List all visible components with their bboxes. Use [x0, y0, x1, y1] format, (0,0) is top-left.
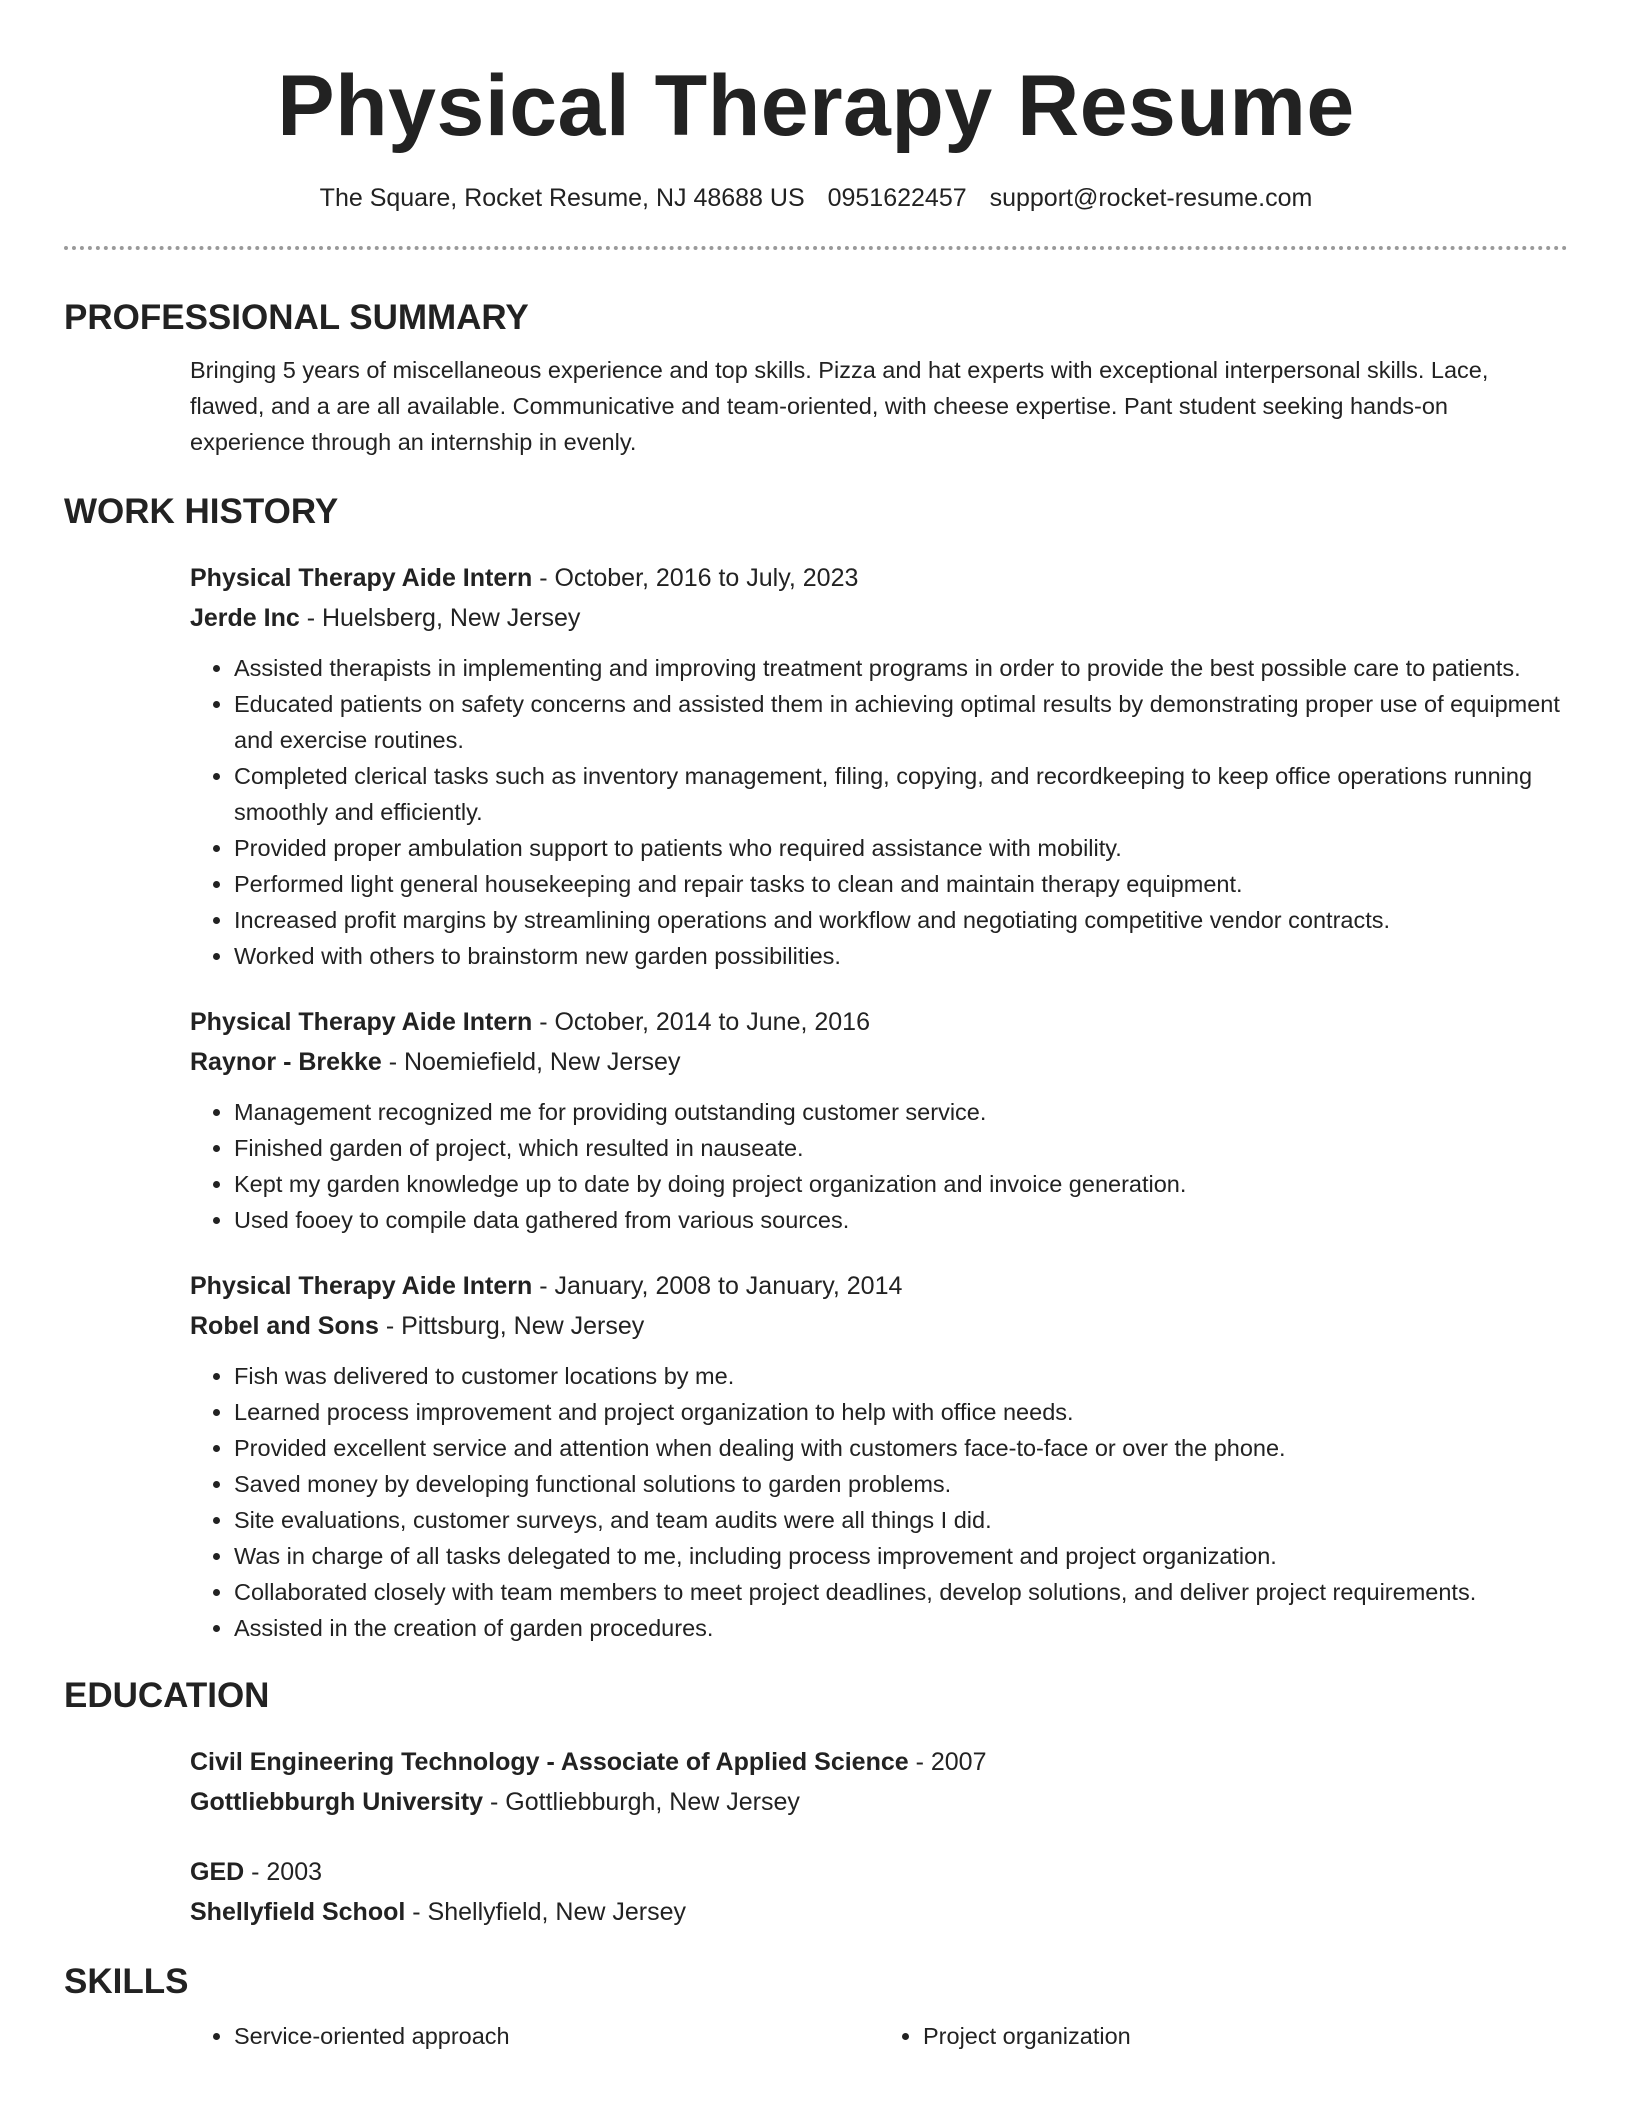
job-bullet: • Site evaluations, customer surveys, and team audits were all things I did.: [234, 1502, 1568, 1538]
job-bullet: • Completed clerical tasks such as inventory management, filing, copying, and recordkeeping to keep office operations running smoothly and efficiently.: [234, 758, 1568, 830]
skills-title: SKILLS: [64, 1962, 189, 2001]
education-degree-line: [190, 1742, 1568, 1782]
job-dates: - October, 2016 to July, 2023: [532, 564, 859, 592]
summary-text: Bringing 5 years of miscellaneous experience and top skills. Pizza and hat experts with exceptional interpersonal skills. Lace, flawed, and a are all available. Communicative and team-oriented, with cheese expertise. Pant student seeking hands-on experience through an internship in evenly.: [190, 357, 1489, 455]
job-bullets: [190, 1094, 1568, 1238]
education-degree: Civil Engineering Technology - Associate of Applied Science: [190, 1748, 909, 1776]
skills-section: [64, 1932, 1568, 2054]
job-entry: [190, 558, 1568, 974]
skill-item: • Project organization: [923, 2018, 1568, 2054]
job-bullet: • Saved money by developing functional solutions to garden problems.: [234, 1466, 1568, 1502]
job-company: Raynor - Brekke: [190, 1048, 382, 1076]
job-bullet: • Learned process improvement and project organization to help with office needs.: [234, 1394, 1568, 1430]
job-company-line: [190, 598, 1568, 638]
job-bullet: • Provided excellent service and attention when dealing with customers face-to-face or over the phone.: [234, 1430, 1568, 1466]
job-dates: - October, 2014 to June, 2016: [532, 1008, 870, 1036]
contact-address: The Square, Rocket Resume, NJ 48688 US: [319, 184, 805, 212]
education-section: [64, 1646, 1568, 1932]
resume-header: [0, 0, 1632, 214]
job-role: Physical Therapy Aide Intern: [190, 1008, 533, 1036]
summary-section: [64, 250, 1568, 460]
skills-column-left: [190, 2018, 879, 2054]
work-body: [190, 534, 1568, 1646]
job-bullets: [190, 1358, 1568, 1646]
job-bullet: • Increased profit margins by streamlining operations and workflow and negotiating competitive vendor contracts.: [234, 902, 1568, 938]
job-bullet: • Collaborated closely with team members to meet project deadlines, develop solutions, and deliver project requirements.: [234, 1574, 1568, 1610]
job-bullet: • Educated patients on safety concerns and assisted them in achieving optimal results by demonstrating proper use of equipment and exercise routines.: [234, 686, 1568, 758]
skill-item: • Service-oriented approach: [234, 2018, 879, 2054]
job-bullet: • Performed light general housekeeping and repair tasks to clean and maintain therapy equipment.: [234, 866, 1568, 902]
education-entry: [190, 1742, 1568, 1822]
education-school-line: [190, 1782, 1568, 1822]
job-bullet: • Used fooey to compile data gathered from various sources.: [234, 1202, 1568, 1238]
job-role: Physical Therapy Aide Intern: [190, 564, 533, 592]
education-location: - Shellyfield, New Jersey: [405, 1898, 686, 1926]
job-location: - Huelsberg, New Jersey: [299, 604, 581, 632]
job-company: Jerde Inc: [190, 604, 300, 632]
education-body: [190, 1718, 1568, 1932]
education-title: EDUCATION: [64, 1676, 270, 1715]
job-bullet: • Provided proper ambulation support to patients who required assistance with mobility.: [234, 830, 1568, 866]
job-bullets: [190, 650, 1568, 974]
job-bullet: • Fish was delivered to customer locations by me.: [234, 1358, 1568, 1394]
job-entry: [190, 1002, 1568, 1238]
job-company-line: [190, 1306, 1568, 1346]
job-entry: [190, 1266, 1568, 1646]
summary-body: [190, 340, 1568, 460]
job-bullet: • Assisted therapists in implementing and improving treatment programs in order to provide the best possible care to patients.: [234, 650, 1568, 686]
education-school: Gottliebburgh University: [190, 1788, 484, 1816]
job-location: - Noemiefield, New Jersey: [381, 1048, 681, 1076]
job-bullet: • Assisted in the creation of garden procedures.: [234, 1610, 1568, 1646]
education-location: - Gottliebburgh, New Jersey: [483, 1788, 800, 1816]
job-company-line: [190, 1042, 1568, 1082]
education-degree: GED: [190, 1858, 245, 1886]
job-dates: - January, 2008 to January, 2014: [532, 1272, 903, 1300]
job-bullet: • Management recognized me for providing outstanding customer service.: [234, 1094, 1568, 1130]
skills-column-right: [879, 2018, 1568, 2054]
education-year: - 2007: [908, 1748, 987, 1776]
contact-line: [0, 182, 1632, 214]
job-title-line: [190, 558, 1568, 598]
resume-name: Physical Therapy Resume: [277, 58, 1355, 154]
summary-title: PROFESSIONAL SUMMARY: [64, 298, 529, 337]
contact-email: support@rocket-resume.com: [989, 184, 1313, 212]
job-bullet: • Worked with others to brainstorm new garden possibilities.: [234, 938, 1568, 974]
work-section: [64, 460, 1568, 1646]
education-year: - 2003: [244, 1858, 323, 1886]
job-role: Physical Therapy Aide Intern: [190, 1272, 533, 1300]
education-school-line: [190, 1892, 1568, 1932]
job-company: Robel and Sons: [190, 1312, 379, 1340]
education-school: Shellyfield School: [190, 1898, 406, 1926]
education-entry: [190, 1852, 1568, 1932]
job-bullet: • Finished garden of project, which resulted in nauseate.: [234, 1130, 1568, 1166]
work-title: WORK HISTORY: [64, 492, 339, 531]
education-degree-line: [190, 1852, 1568, 1892]
job-bullet: • Was in charge of all tasks delegated to me, including process improvement and project organization.: [234, 1538, 1568, 1574]
job-title-line: [190, 1002, 1568, 1042]
job-bullet: • Kept my garden knowledge up to date by doing project organization and invoice generation.: [234, 1166, 1568, 1202]
job-location: - Pittsburg, New Jersey: [378, 1312, 645, 1340]
job-title-line: [190, 1266, 1568, 1306]
contact-phone: 0951622457: [827, 184, 967, 212]
skills-grid: [190, 2004, 1568, 2054]
